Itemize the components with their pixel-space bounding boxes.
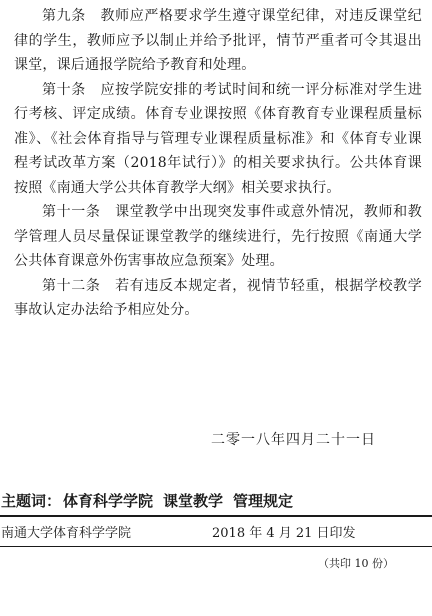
subject-keyword: 体育科学学院 <box>63 492 154 510</box>
article-11: 第十一条 课堂教学中出现突发事件或意外情况，教师和教学管理人员尽量保证课堂教学的继续进行，先行按照《南通大学公共体育课意外伤害事故应急预案》处理。 <box>14 204 422 269</box>
article-10: 第十条 应按学院安排的考试时间和统一评分标准对学生进行考核、评定成绩。体育专业课按照《体育教育专业课程质量标准》、《社会体育指导与管理专业课程质量标准》和《体育专业课程考试改革方案（2018年试行）》的相关要求执行。公共体育课按照《南通大学公共体育教学大纲》相关要求执行。 <box>14 81 422 196</box>
subject-keywords <box>0 490 432 512</box>
copies-count: （共印 10 份） <box>318 557 394 570</box>
regulation-body <box>14 4 422 323</box>
article-12: 第十二条 若有违反本规定者，视情节轻重，根据学校教学事故认定办法给予相应处分。 <box>14 277 422 318</box>
subject-keyword: 管理规定 <box>233 492 294 510</box>
subject-label: 主题词： <box>1 492 62 510</box>
subject-keyword: 课堂教学 <box>163 492 224 510</box>
print-date: 2018 年 4 月 21 日印发 <box>212 526 356 541</box>
divider-thick <box>0 515 432 517</box>
divider-thin <box>0 546 432 547</box>
article-9: 第九条 教师应严格要求学生遵守课堂纪律，对违反课堂纪律的学生，教师应予以制止并给予批评，情节严重者可令其退出课堂，课后通报学院给予教育和处理。 <box>14 8 422 73</box>
signature-date: 二零一八年四月二十一日 <box>211 432 376 448</box>
issuer-name: 南通大学体育科学学院 <box>1 526 132 541</box>
